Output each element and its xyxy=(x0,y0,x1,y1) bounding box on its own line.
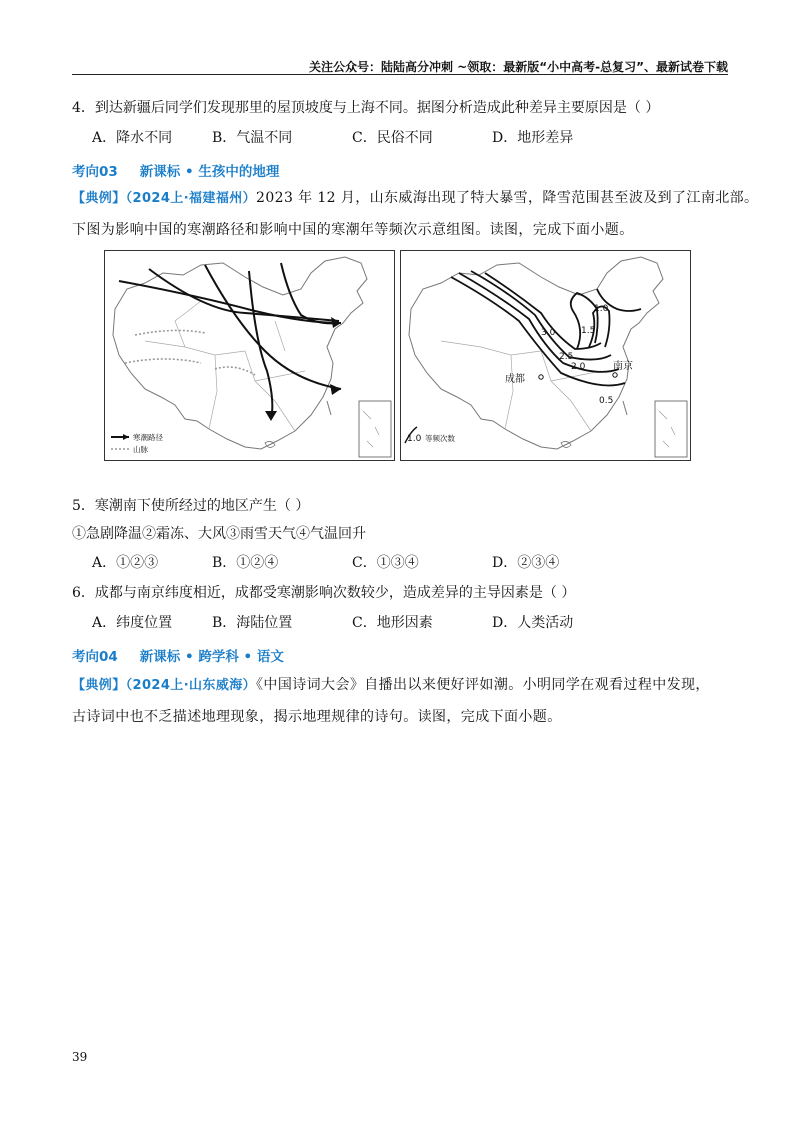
example-03-source: （2024上·福建福州） xyxy=(125,191,257,206)
q4-stem: 4．到达新疆后同学们发现那里的屋顶坡度与上海不同。据图分析造成此种差异主要原因是（ ） xyxy=(72,100,660,116)
q6-option-d: D．人类活动 xyxy=(492,615,574,631)
cold-wave-path-map xyxy=(104,250,395,461)
section-04-heading xyxy=(72,645,284,665)
chengdu-label: 成都 xyxy=(505,374,525,385)
q5-options xyxy=(92,554,559,572)
cold-wave-path-central xyxy=(205,265,341,389)
q6-options xyxy=(92,614,573,632)
label-2-5: 2.5 xyxy=(559,352,574,362)
cold-wave-path-north xyxy=(281,263,339,323)
q5-stem: 5．寒潮南下使所经过的地区产生（ ） xyxy=(72,498,310,514)
q4-options xyxy=(92,129,573,147)
q5-choices: ①急剧降温②霜冻、大风③雨雪天气④气温回升 xyxy=(72,526,366,542)
example-03-line2: 下图为影响中国的寒潮路径和影响中国的寒潮年等频次示意组图。读图，完成下面小题。 xyxy=(72,222,634,238)
page-header: 关注公众号：陆陆高分冲刺 ~领取：最新版“小中高考-总复习”、最新试卷下载 xyxy=(309,60,728,74)
legend-label: 等频次数 xyxy=(425,434,455,443)
q6-option-b: B．海陆位置 xyxy=(212,615,293,631)
example-04-line2: 古诗词中也不乏描述地理现象，揭示地理规律的诗句。读图，完成下面小题。 xyxy=(72,709,562,725)
arrowhead-east xyxy=(331,317,341,328)
q4-option-c: C．民俗不同 xyxy=(352,130,433,146)
cold-wave-frequency-map xyxy=(400,250,691,461)
south-china-sea-inset-right xyxy=(655,401,687,457)
q6-option-c: C．地形因素 xyxy=(352,615,433,631)
province-boundaries-right xyxy=(441,341,601,431)
example-04-line1 xyxy=(72,676,732,695)
arrowhead-south xyxy=(265,411,277,421)
q4-option-b: B．气温不同 xyxy=(212,130,293,146)
cold-wave-path-south xyxy=(249,271,272,419)
example-03-text1: 2023 年 12 月，山东威海出现了特大暴雪，降雪范围甚至波及到了江南北部。 xyxy=(256,190,759,206)
arrowhead-southeast xyxy=(330,384,341,395)
label-3-0: 3.0 xyxy=(541,328,556,338)
cold-wave-arrowheads xyxy=(265,317,341,421)
cold-wave-path-west xyxy=(119,281,341,323)
china-outline xyxy=(113,257,367,449)
page-number: 39 xyxy=(72,1050,88,1064)
q5-option-a: A．①②③ xyxy=(92,555,159,571)
label-1-5: 1.5 xyxy=(581,326,596,336)
nanjing-label: 南京 xyxy=(613,361,633,372)
q5-option-c: C．①③④ xyxy=(352,555,419,571)
taiwan-island-right xyxy=(623,401,627,415)
label-2-0: 2.0 xyxy=(571,362,586,372)
example-03-line1 xyxy=(72,189,759,208)
section-04-code: 考向04 xyxy=(72,649,118,665)
example-04-text1: 《中国诗词大会》自播出以来便好评如潮。小明同学在观看过程中发现， xyxy=(256,677,710,693)
section-04-title: 新课标 • 跨学科 • 语文 xyxy=(139,649,284,665)
example-04-tag: 【典例】 xyxy=(72,678,126,693)
q6-option-a: A．纬度位置 xyxy=(92,615,173,631)
mountain-ranges xyxy=(125,330,255,375)
example-03-tag: 【典例】 xyxy=(72,191,126,206)
cold-wave-paths xyxy=(119,263,341,419)
example-04-source: （2024上·山东威海） xyxy=(125,678,257,693)
q4-option-a: A．降水不同 xyxy=(92,130,173,146)
china-outline-right xyxy=(409,257,663,449)
taiwan-island xyxy=(327,401,331,415)
q5-option-b: B．①②④ xyxy=(212,555,279,571)
label-1-0: 1.0 xyxy=(594,304,609,314)
label-0-5: 0.5 xyxy=(599,396,614,406)
cold-wave-frequency-map-svg xyxy=(401,251,690,460)
chengdu-marker xyxy=(539,375,543,379)
south-china-sea-inset xyxy=(359,401,391,457)
section-03-code: 考向03 xyxy=(72,164,118,180)
header-rule xyxy=(72,74,728,75)
q6-stem: 6．成都与南京纬度相近，成都受寒潮影响次数较少，造成差异的主导因素是（ ） xyxy=(72,585,576,601)
q4-option-d: D．地形差异 xyxy=(492,130,574,146)
legend-mountain-label: 山脉 xyxy=(133,445,148,454)
cold-wave-path-map-svg xyxy=(105,251,394,460)
legend-value: 1.0 xyxy=(407,434,422,444)
nanjing-marker xyxy=(613,373,617,377)
legend-path-arrow xyxy=(123,434,129,440)
section-03-heading xyxy=(72,160,279,180)
province-boundaries xyxy=(145,301,305,431)
legend-path-label: 寒潮路径 xyxy=(133,433,163,442)
section-03-title: 新课标 • 生孩中的地理 xyxy=(139,164,280,180)
q5-option-d: D．②③④ xyxy=(492,555,560,571)
